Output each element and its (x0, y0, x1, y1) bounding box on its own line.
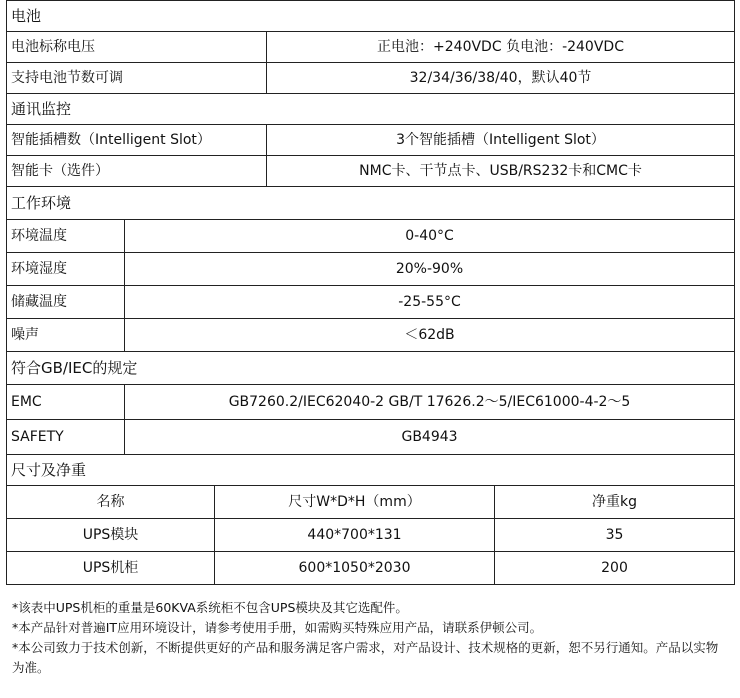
row-label: 支持电池节数可调 (7, 63, 267, 94)
row-value: GB7260.2/IEC62040-2 GB/T 17626.2～5/IEC61000-4-2～5 (125, 385, 735, 420)
dims-header-name: 名称 (7, 486, 215, 519)
row-value: 32/34/36/38/40，默认40节 (267, 63, 735, 94)
footnote: *该表中UPS机柜的重量是60KVA系统柜不包含UPS模块及其它选配件。 (12, 600, 408, 615)
spec-table (6, 0, 735, 585)
row-value: ＜62dB (125, 319, 735, 352)
section-standards: 符合GB/IEC的规定 (7, 352, 735, 385)
section-comms: 通讯监控 (7, 94, 735, 125)
footnotes (12, 598, 730, 678)
footnote: *本产品针对普遍IT应用环境设计，请参考使用手册，如需购买特殊应用产品，请联系伊顿公司。 (12, 620, 543, 635)
row-label: EMC (7, 385, 125, 420)
row-value: GB4943 (125, 420, 735, 455)
section-dimensions: 尺寸及净重 (7, 455, 735, 486)
dims-cell-weight: 200 (495, 552, 735, 585)
row-label: 噪声 (7, 319, 125, 352)
row-label: 智能插槽数（Intelligent Slot） (7, 125, 267, 156)
row-value: 正电池：+240VDC 负电池：-240VDC (267, 32, 735, 63)
dims-header-weight: 净重kg (495, 486, 735, 519)
spec-sheet (6, 0, 734, 585)
dims-header-size: 尺寸W*D*H（mm） (215, 486, 495, 519)
dims-cell-size: 600*1050*2030 (215, 552, 495, 585)
section-environment: 工作环境 (7, 187, 735, 220)
row-value: 3个智能插槽（Intelligent Slot） (267, 125, 735, 156)
dims-cell-name: UPS机柜 (7, 552, 215, 585)
row-value: 0-40°C (125, 220, 735, 253)
row-label: 环境温度 (7, 220, 125, 253)
row-label: 环境湿度 (7, 253, 125, 286)
dims-cell-weight: 35 (495, 519, 735, 552)
row-label: 电池标称电压 (7, 32, 267, 63)
row-value: 20%-90% (125, 253, 735, 286)
dims-cell-name: UPS模块 (7, 519, 215, 552)
section-battery: 电池 (7, 1, 735, 32)
row-label: 智能卡（选件） (7, 156, 267, 187)
row-value: -25-55°C (125, 286, 735, 319)
footnote: *本公司致力于技术创新，不断提供更好的产品和服务满足客户需求，对产品设计、技术规格的更新，恕不另行通知。产品以实物为准。 (12, 640, 719, 675)
row-value: NMC卡、干节点卡、USB/RS232卡和CMC卡 (267, 156, 735, 187)
row-label: SAFETY (7, 420, 125, 455)
dims-cell-size: 440*700*131 (215, 519, 495, 552)
row-label: 储藏温度 (7, 286, 125, 319)
